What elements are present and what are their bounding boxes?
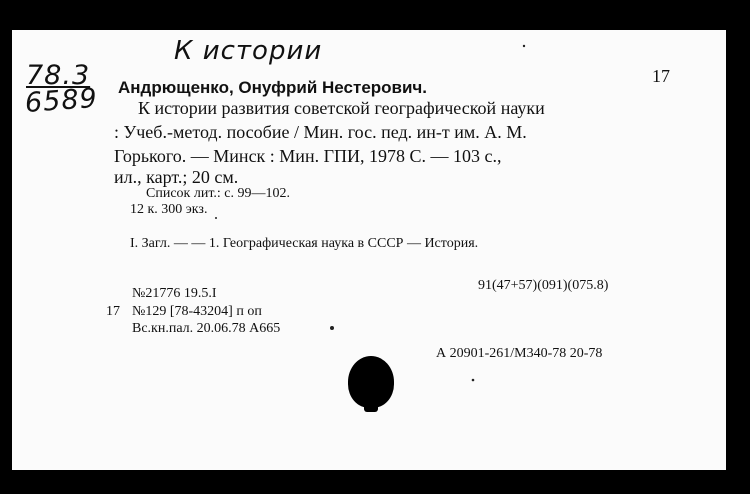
subject-tracing: I. Загл. — — 1. Географическая наука в СССР — История.	[130, 236, 479, 251]
book-chamber-number: №129 [78-43204] п оп	[132, 304, 262, 319]
specks-group	[215, 45, 525, 382]
book-chamber-date: Вс.кн.пал. 20.06.78 А665	[132, 321, 281, 336]
title-line-2: : Учеб.-метод. пособие / Мин. гос. пед. ин-т им. А. М.	[114, 122, 527, 142]
title-line-3: Горького. — Минск : Мин. ГПИ, 1978 С. — 103 с.,	[114, 146, 502, 166]
handwritten-shelf-mark: 78.3	[26, 60, 91, 91]
record-number: №21776 19.5.I	[132, 286, 217, 301]
author-heading: Андрющенко, Онуфрий Нестерович.	[118, 78, 428, 97]
card-number: 17	[652, 66, 670, 86]
price-print-run: 12 к. 300 экз.	[130, 202, 208, 217]
catalog-card	[12, 30, 726, 470]
title-line-1: К истории развития советской географической науки	[138, 98, 545, 118]
title-line-4: ил., карт.; 20 см.	[114, 167, 239, 187]
index-code: А 20901-261/М340-78 20-78	[436, 346, 603, 361]
classification-index: 91(47+57)(091)(075.8)	[478, 278, 609, 293]
handwritten-title-note: К истории	[174, 36, 323, 66]
bibliography-note: Список лит.: с. 99—102.	[146, 186, 290, 201]
paper-specks	[12, 30, 726, 470]
line-number: 17	[106, 304, 120, 319]
handwritten-accession-number: 6589	[24, 82, 99, 119]
